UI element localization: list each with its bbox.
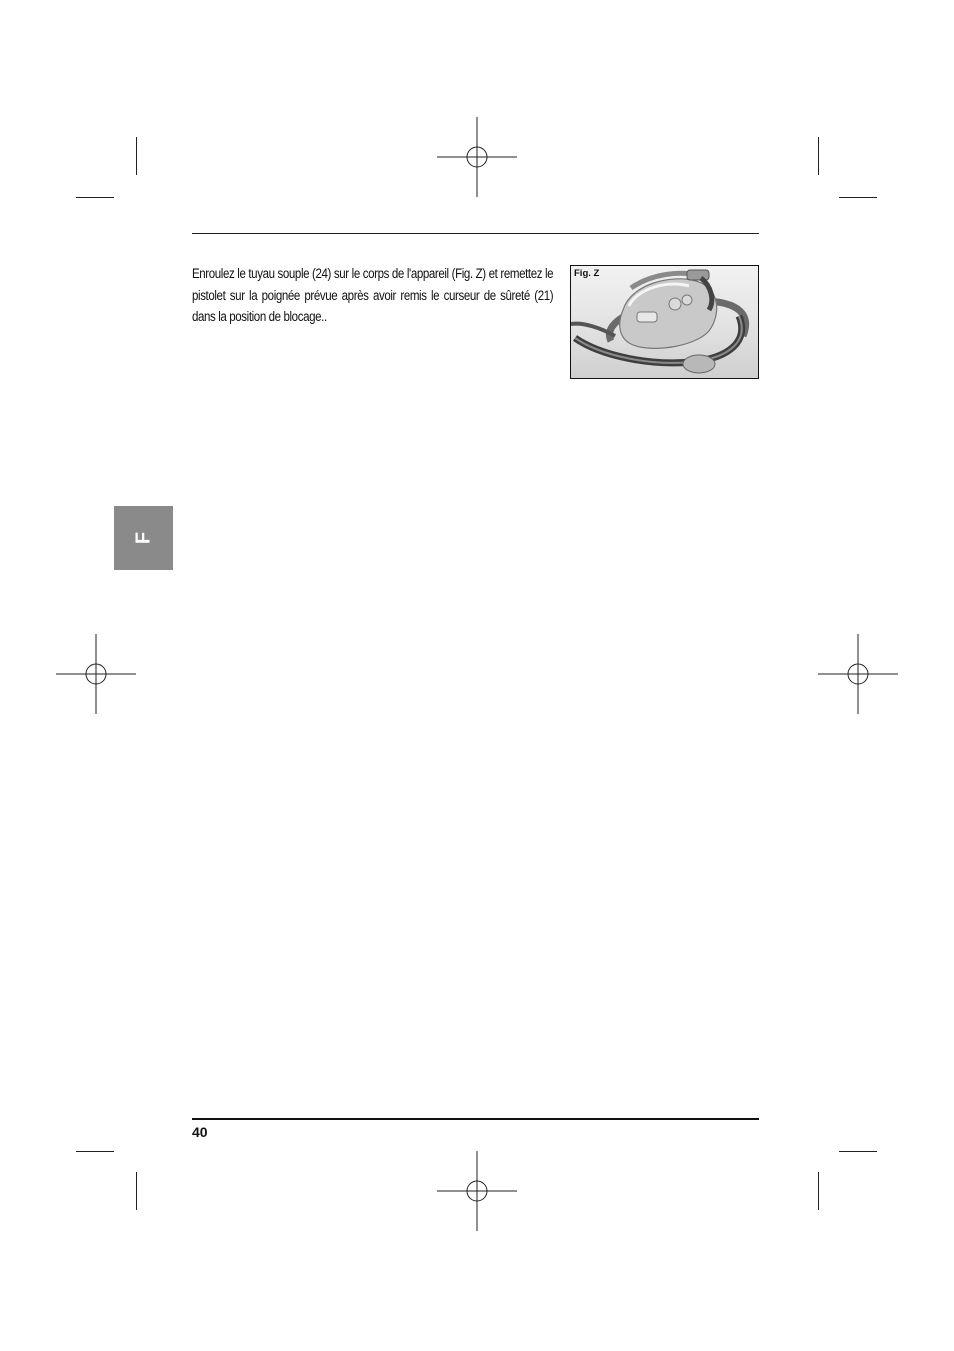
crop-mark-bottom-left-vertical xyxy=(136,1172,137,1210)
registration-mark-left-icon xyxy=(56,634,136,714)
crop-mark-bottom-right-horizontal xyxy=(839,1151,877,1152)
registration-mark-bottom-icon xyxy=(437,1151,517,1231)
crop-mark-bottom-left-horizontal xyxy=(76,1151,114,1152)
registration-mark-right-icon xyxy=(818,634,898,714)
footer-rule xyxy=(192,1118,759,1120)
figure-z xyxy=(570,265,759,379)
body-paragraph: Enroulez le tuyau souple (24) sur le corps de l'appareil (Fig. Z) et remettez le pistolet sur la poignée prévue après avoir remis le curseur de sûreté (21) dans la position de blocage.. xyxy=(192,266,554,324)
registration-mark-top-icon xyxy=(437,117,517,197)
crop-mark-top-right-vertical xyxy=(818,137,819,175)
language-tab xyxy=(114,506,173,570)
crop-mark-bottom-right-vertical xyxy=(818,1172,819,1210)
language-tab-letter: F xyxy=(132,531,154,545)
crop-mark-top-left-vertical xyxy=(136,137,137,175)
steam-cleaner-illustration-icon xyxy=(571,266,758,378)
page-number: 40 xyxy=(192,1124,208,1140)
crop-mark-top-right-horizontal xyxy=(839,197,877,198)
figure-label: Fig. Z xyxy=(574,268,600,279)
crop-mark-top-left-horizontal xyxy=(76,197,114,198)
header-rule xyxy=(192,233,759,234)
